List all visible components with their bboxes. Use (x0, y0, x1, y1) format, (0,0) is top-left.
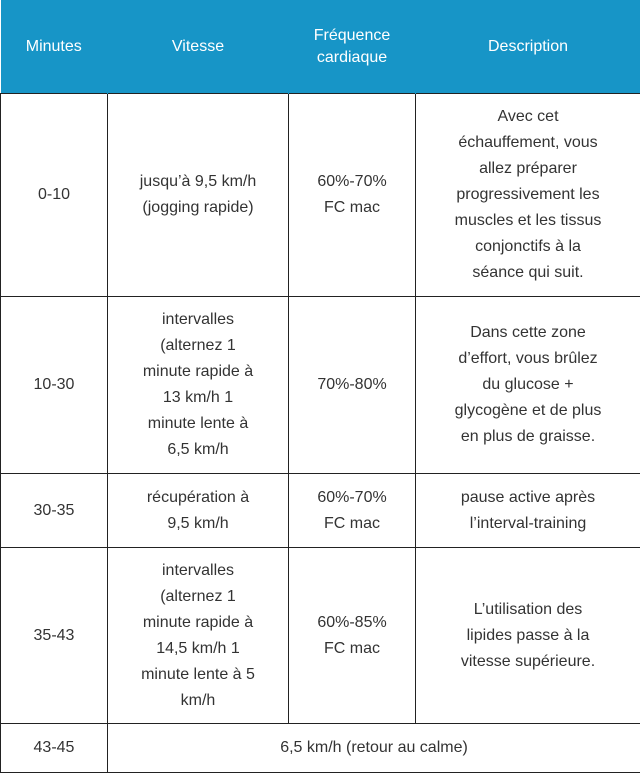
header-speed: Vitesse (108, 0, 289, 94)
header-heart-rate: Fréquence cardiaque (289, 0, 416, 94)
cell-minutes: 43-45 (1, 724, 108, 773)
table-row (1, 474, 640, 548)
cell-description: pause active après l’interval-training (416, 474, 640, 548)
cell-heart-rate: 70%-80% (289, 297, 416, 474)
cell-description: Dans cette zone d’effort, vous brûlez du glucose + glycogène et de plus en plus de graisse. (416, 297, 640, 474)
header-minutes: Minutes (1, 0, 108, 94)
cell-speed: intervalles (alternez 1 minute rapide à 14,5 km/h 1 minute lente à 5 km/h (108, 548, 289, 724)
table-row (1, 94, 640, 297)
header-description: Description (416, 0, 640, 94)
table-header (1, 0, 640, 94)
cell-heart-rate: 60%-70% FC mac (289, 474, 416, 548)
table-row (1, 297, 640, 474)
cell-speed: récupération à 9,5 km/h (108, 474, 289, 548)
cell-minutes: 35-43 (1, 548, 108, 724)
table-body (1, 94, 640, 773)
cell-heart-rate: 60%-70% FC mac (289, 94, 416, 297)
table-row (1, 724, 640, 773)
cell-speed: jusqu’à 9,5 km/h (jogging rapide) (108, 94, 289, 297)
cell-heart-rate: 60%-85% FC mac (289, 548, 416, 724)
cell-minutes: 0-10 (1, 94, 108, 297)
cell-description: Avec cet échauffement, vous allez préparer progressivement les muscles et les tissus conjonctifs à la séance qui suit. (416, 94, 640, 297)
cell-minutes: 10-30 (1, 297, 108, 474)
cell-speed: intervalles (alternez 1 minute rapide à 13 km/h 1 minute lente à 6,5 km/h (108, 297, 289, 474)
cell-merged-cooldown: 6,5 km/h (retour au calme) (108, 724, 640, 773)
cell-minutes: 30-35 (1, 474, 108, 548)
header-row (1, 0, 640, 94)
table-row (1, 548, 640, 724)
cell-description: L’utilisation des lipides passe à la vitesse supérieure. (416, 548, 640, 724)
